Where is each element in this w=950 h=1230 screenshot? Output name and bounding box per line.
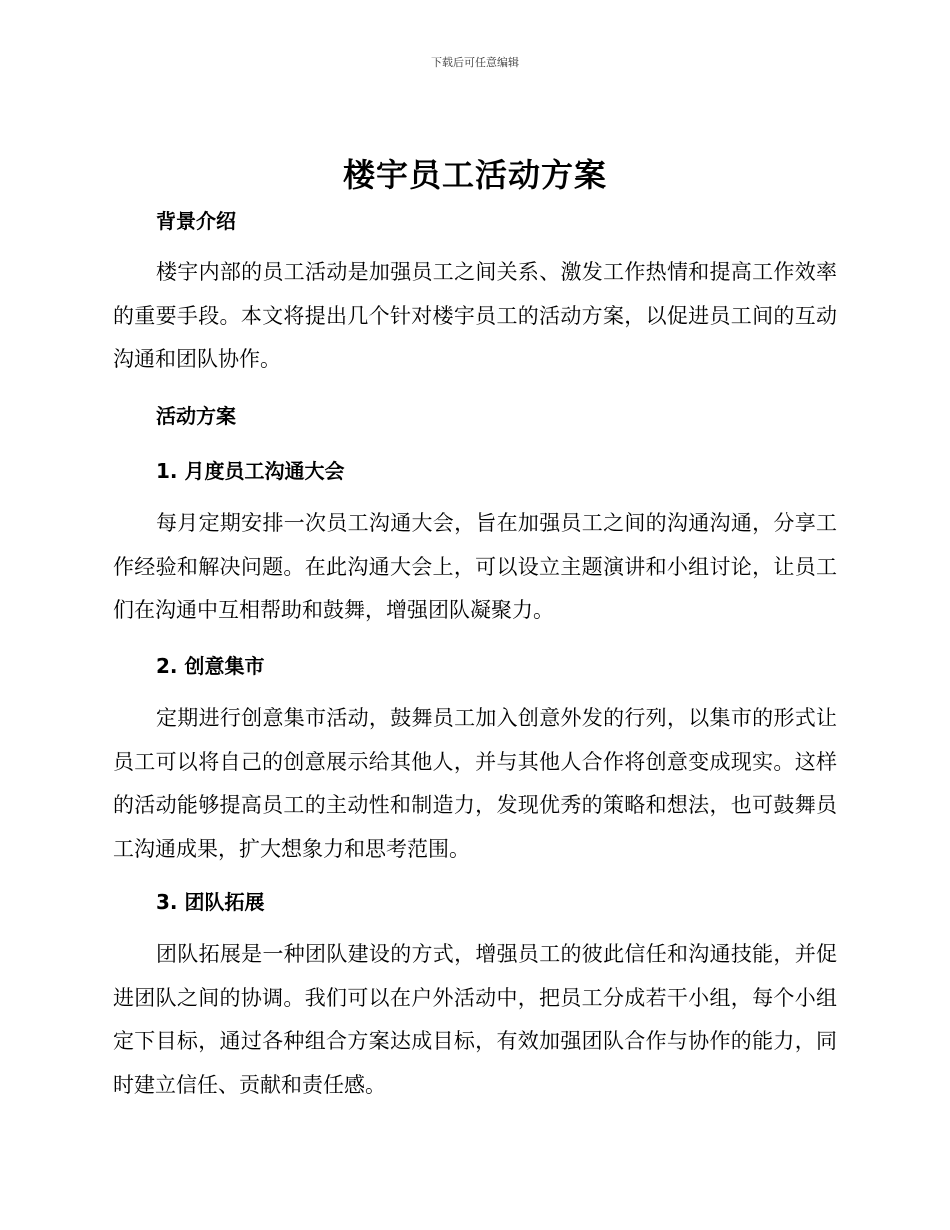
subheading-plan-2: 2. 创意集市 (156, 654, 265, 678)
subheading-plan-3: 3. 团队拓展 (156, 890, 265, 914)
document-title: 楼宇员工活动方案 (342, 156, 607, 194)
paragraph-plan-3: 团队拓展是一种团队建设的方式，增强员工的彼此信任和沟通技能，并促进团队之间的协调。我们可以在户外活动中，把员工分成若干小组，每个小组定下目标，通过各种组合方案达成目标，有效加强团队合作与协作的能力，同时建立信任、贡献和责任感。 (113, 942, 837, 1097)
section-heading-background: 背景介绍 (156, 209, 236, 233)
subheading-plan-1: 1. 月度员工沟通大会 (156, 459, 345, 483)
paragraph-plan-1: 每月定期安排一次员工沟通大会，旨在加强员工之间的沟通沟通，分享工作经验和解决问题。在此沟通大会上，可以设立主题演讲和小组讨论，让员工们在沟通中互相帮助和鼓舞，增强团队凝聚力。 (113, 511, 837, 622)
paragraph-plan-2: 定期进行创意集市活动，鼓舞员工加入创意外发的行列，以集市的形式让员工可以将自己的创意展示给其他人，并与其他人合作将创意变成现实。这样的活动能够提高员工的主动性和制造力，发现优秀的策略和想法，也可鼓舞员工沟通成果，扩大想象力和思考范围。 (113, 706, 837, 861)
section-heading-plans: 活动方案 (156, 404, 236, 428)
paragraph-background: 楼宇内部的员工活动是加强员工之间关系、激发工作热情和提高工作效率的重要手段。本文将提出几个针对楼宇员工的活动方案，以促进员工间的互动沟通和团队协作。 (113, 260, 837, 371)
page-header-note: 下载后可任意编辑 (431, 56, 519, 69)
